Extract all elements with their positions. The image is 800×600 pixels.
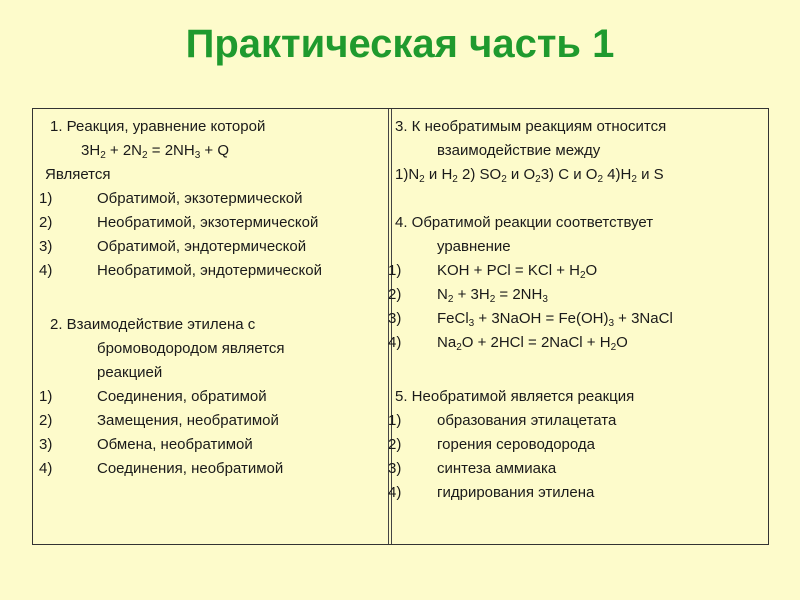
left-column — [33, 109, 389, 544]
q1-option-3-num: 3) — [39, 238, 53, 255]
q5-option-4: гидрирования этилена — [437, 484, 595, 501]
q1-option-2: Необратимой, экзотермической — [97, 214, 319, 231]
q5-question: 5. Необратимой является реакция — [395, 388, 635, 405]
q2-option-2-num: 2) — [39, 412, 53, 429]
q3-question-line1: 3. К необратимым реакциям относится — [395, 118, 667, 135]
q5-option-3: синтеза аммиака — [437, 460, 557, 477]
q2-option-3: Обмена, необратимой — [97, 436, 253, 453]
q5-option-1-num: 1) — [388, 412, 402, 429]
q4-question-line2: уравнение — [437, 238, 511, 255]
q1-option-4-num: 4) — [39, 262, 53, 279]
q4-option-4: $Na_2O + 2HCl$ = 2NaCl + $H_2O$ — [437, 334, 628, 353]
q1-equation: $3H_2 + 2N_2 = 2NH_3 + Q$ — [81, 142, 230, 161]
q2-option-3-num: 3) — [39, 436, 53, 453]
q4-option-3: FeCl$_3$ + 3NaOH = $Fe(OH)_3$ + 3NaCl — [437, 310, 673, 329]
q5-option-2: горения сероводорода — [437, 436, 596, 453]
q2-option-1-num: 1) — [39, 388, 53, 405]
q4-option-2: $N_2 + 3H_2 = 2NH_3$ — [437, 286, 548, 305]
q5-option-1: образования этилацетата — [437, 412, 617, 429]
q1-option-4: Необратимой, эндотермической — [97, 262, 322, 279]
q4-option-1: KOH + PCl = KCl + $H_2O$ — [437, 262, 598, 281]
q5-option-2-num: 2) — [388, 436, 402, 453]
q5-option-3-num: 3) — [388, 460, 402, 477]
q2-question-line1: 2. Взаимодействие этилена с — [50, 316, 256, 333]
q1-option-3: Обратимой, эндотермической — [97, 238, 307, 255]
q4-question-line1: 4. Обратимой реакции соответствует — [395, 214, 654, 231]
q2-option-2: Замещения, необратимой — [97, 412, 279, 429]
q4-option-2-num: 2) — [388, 286, 402, 303]
q1-option-1: Обратимой, экзотермической — [97, 190, 303, 207]
slide-title: Практическая часть 1 — [185, 22, 615, 66]
q5-option-4-num: 4) — [388, 484, 402, 501]
q4-option-3-num: 3) — [388, 310, 402, 327]
q4-option-1-num: 1) — [388, 262, 402, 279]
q2-option-4: Соединения, необратимой — [97, 460, 284, 477]
q2-question-line3: реакцией — [97, 364, 163, 381]
q3-question-line2: взаимодействие между — [437, 142, 601, 159]
q1-question: 1. Реакция, уравнение которой — [50, 118, 266, 135]
q4-option-4-num: 4) — [388, 334, 402, 351]
q1-tail: Является — [45, 166, 111, 183]
q2-question-line2: бромоводородом является — [97, 340, 285, 357]
q3-answers: $1)N_2$ и $H_2$ 2) $SO_2$ и $O_23$) C и $O_2$ $4)H_2$ и S — [395, 166, 664, 185]
q1-option-2-num: 2) — [39, 214, 53, 231]
right-column — [388, 109, 768, 544]
q2-option-4-num: 4) — [39, 460, 53, 477]
q2-option-1: Соединения, обратимой — [97, 388, 267, 405]
q1-option-1-num: 1) — [39, 190, 53, 207]
questions-table — [32, 108, 769, 545]
